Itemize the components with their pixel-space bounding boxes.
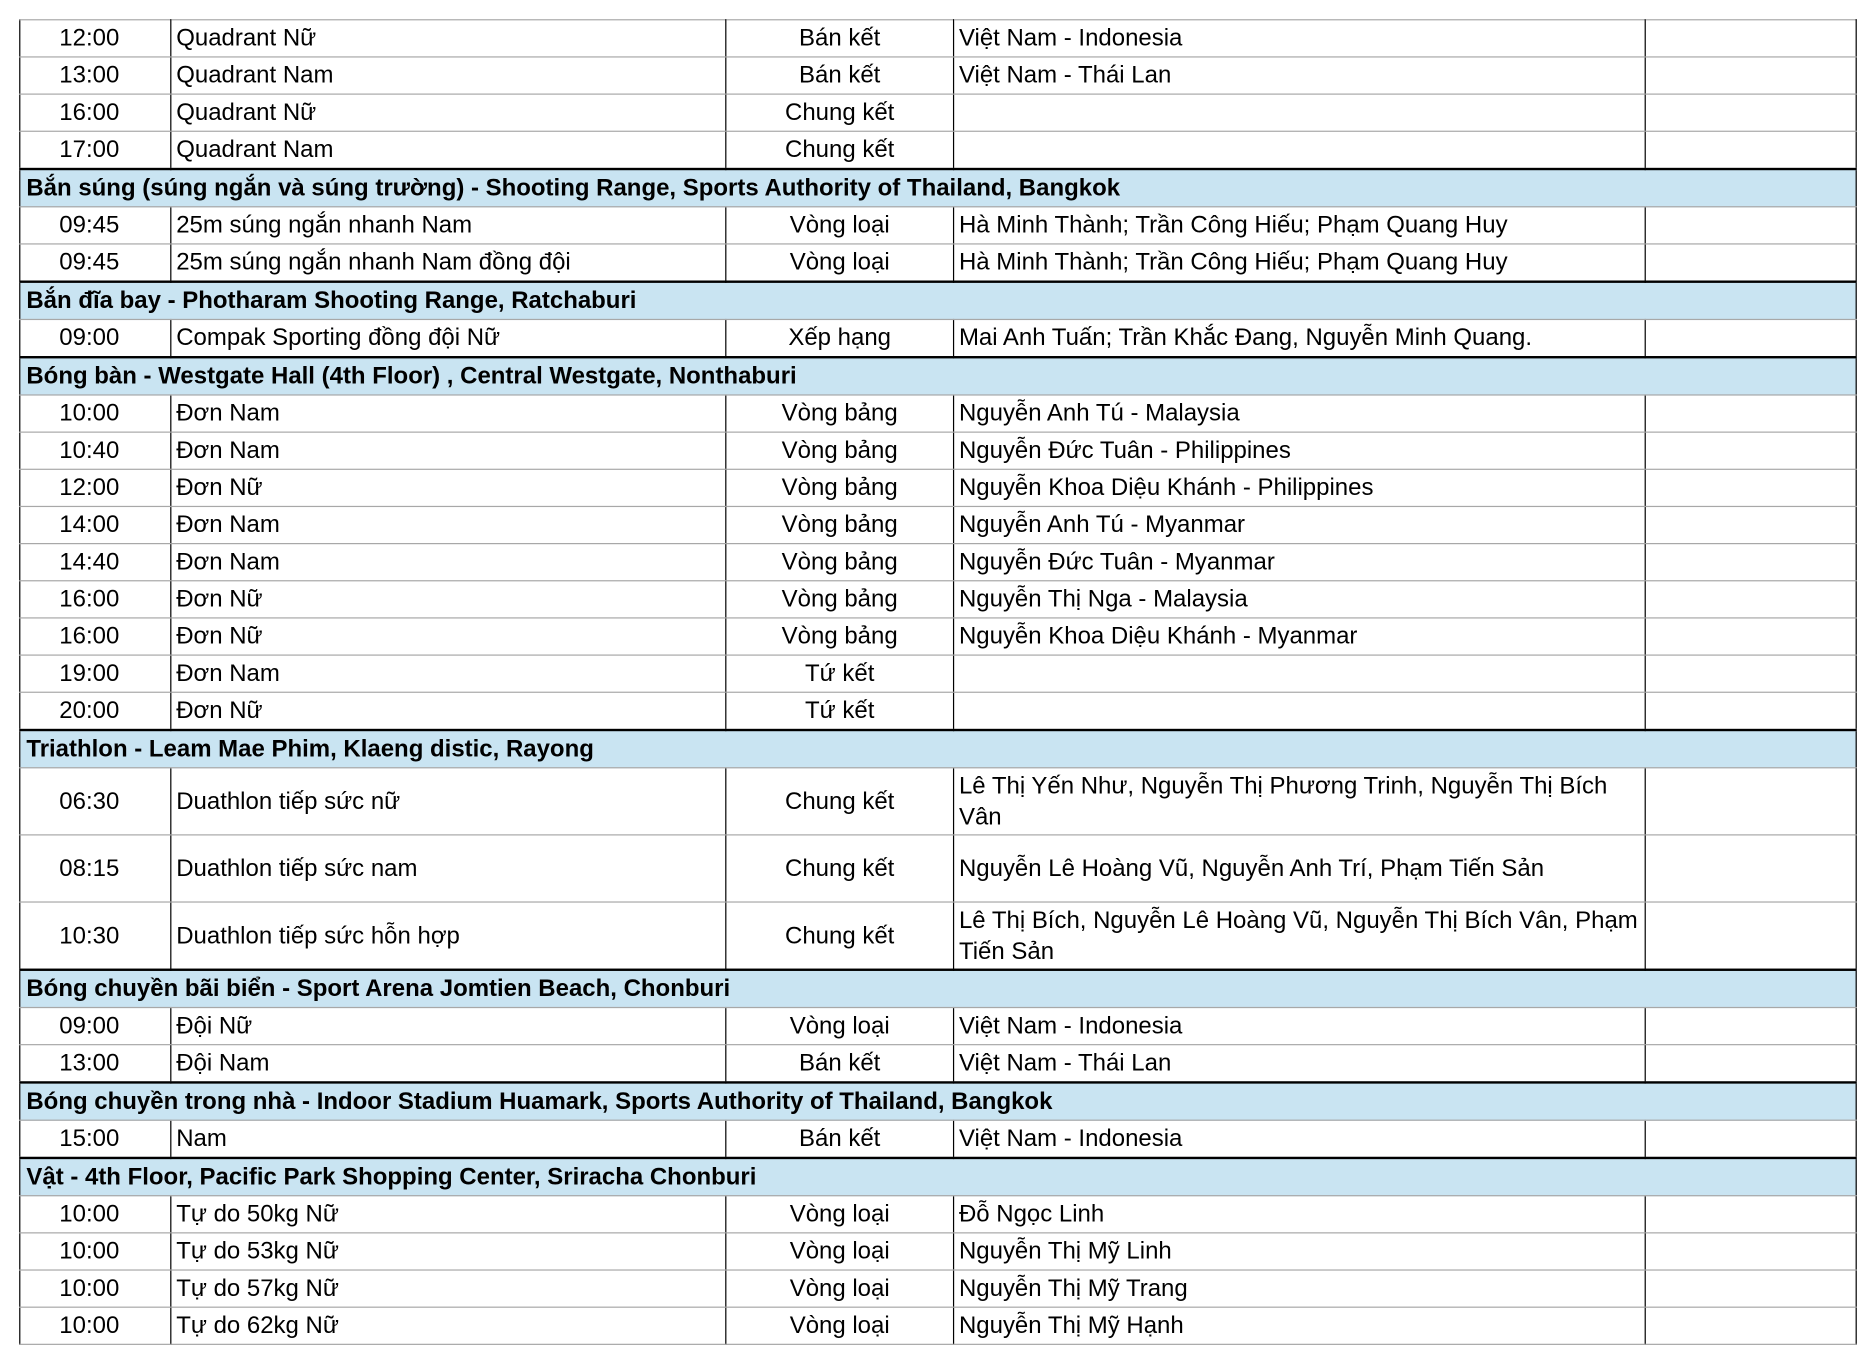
time-cell: 10:00 bbox=[20, 395, 171, 432]
stage-cell: Vòng bảng bbox=[726, 581, 954, 618]
time-cell: 09:45 bbox=[20, 207, 171, 244]
stage-cell: Vòng loại bbox=[726, 1270, 954, 1307]
stage-cell: Vòng bảng bbox=[726, 544, 954, 581]
table-row bbox=[20, 244, 1856, 282]
section-title: Bắn súng (súng ngắn và súng trường) - Shooting Range, Sports Authority of Thailand, Bangkok bbox=[20, 169, 1856, 207]
note-cell bbox=[1645, 1270, 1856, 1307]
event-cell: 25m súng ngắn nhanh Nam đồng đội bbox=[171, 244, 726, 282]
athletes-cell: Nguyễn Đức Tuân - Philippines bbox=[954, 432, 1646, 469]
event-cell: Đơn Nữ bbox=[171, 692, 726, 730]
athletes-cell: Nguyễn Lê Hoàng Vũ, Nguyễn Anh Trí, Phạm Tiến Sản bbox=[954, 835, 1646, 902]
stage-cell: Bán kết bbox=[726, 20, 954, 57]
note-cell bbox=[1645, 469, 1856, 506]
note-cell bbox=[1645, 902, 1856, 970]
note-cell bbox=[1645, 1008, 1856, 1045]
table-row bbox=[20, 319, 1856, 357]
athletes-cell: Nguyễn Thị Mỹ Trang bbox=[954, 1270, 1646, 1307]
event-cell: Nam bbox=[171, 1120, 726, 1158]
table-row bbox=[20, 207, 1856, 244]
stage-cell: Vòng loại bbox=[726, 1196, 954, 1233]
athletes-cell: Lê Thị Yến Như, Nguyễn Thị Phương Trinh, Nguyễn Thị Bích Vân bbox=[954, 768, 1646, 835]
time-cell: 10:00 bbox=[20, 1270, 171, 1307]
table-row bbox=[20, 618, 1856, 655]
event-cell: 25m súng ngắn nhanh Nam bbox=[171, 207, 726, 244]
stage-cell: Bán kết bbox=[726, 1045, 954, 1083]
stage-cell: Vòng bảng bbox=[726, 618, 954, 655]
table-row bbox=[20, 1120, 1856, 1158]
note-cell bbox=[1645, 618, 1856, 655]
event-cell: Compak Sporting đồng đội Nữ bbox=[171, 319, 726, 357]
table-row bbox=[20, 506, 1856, 543]
athletes-cell: Nguyễn Thị Mỹ Linh bbox=[954, 1233, 1646, 1270]
stage-cell: Vòng loại bbox=[726, 207, 954, 244]
stage-cell: Vòng loại bbox=[726, 1233, 954, 1270]
event-cell: Quadrant Nam bbox=[171, 57, 726, 94]
event-cell: Đơn Nam bbox=[171, 395, 726, 432]
athletes-cell: Đỗ Ngọc Linh bbox=[954, 1196, 1646, 1233]
time-cell: 10:00 bbox=[20, 1307, 171, 1344]
athletes-cell: Nguyễn Anh Tú - Malaysia bbox=[954, 395, 1646, 432]
event-cell: Quadrant Nữ bbox=[171, 94, 726, 131]
time-cell: 06:30 bbox=[20, 768, 171, 835]
note-cell bbox=[1645, 1120, 1856, 1158]
table-row bbox=[20, 835, 1856, 902]
athletes-cell: Việt Nam - Indonesia bbox=[954, 1008, 1646, 1045]
table-row bbox=[20, 432, 1856, 469]
table-row bbox=[20, 1233, 1856, 1270]
section-header bbox=[20, 730, 1856, 768]
table-row bbox=[20, 1008, 1856, 1045]
event-cell: Đơn Nam bbox=[171, 655, 726, 692]
stage-cell: Chung kết bbox=[726, 768, 954, 835]
note-cell bbox=[1645, 655, 1856, 692]
table-row bbox=[20, 544, 1856, 581]
event-cell: Đơn Nam bbox=[171, 544, 726, 581]
note-cell bbox=[1645, 244, 1856, 282]
section-header bbox=[20, 282, 1856, 320]
time-cell: 16:00 bbox=[20, 581, 171, 618]
stage-cell: Xếp hạng bbox=[726, 319, 954, 357]
stage-cell: Bán kết bbox=[726, 57, 954, 94]
event-cell: Duathlon tiếp sức nam bbox=[171, 835, 726, 902]
time-cell: 19:00 bbox=[20, 655, 171, 692]
section-title: Triathlon - Leam Mae Phim, Klaeng distic, Rayong bbox=[20, 730, 1856, 768]
section-header bbox=[20, 1158, 1856, 1196]
table-row bbox=[20, 57, 1856, 94]
time-cell: 14:40 bbox=[20, 544, 171, 581]
event-cell: Duathlon tiếp sức hỗn hợp bbox=[171, 902, 726, 970]
event-cell: Quadrant Nữ bbox=[171, 20, 726, 57]
note-cell bbox=[1645, 768, 1856, 835]
stage-cell: Vòng bảng bbox=[726, 469, 954, 506]
section-header bbox=[20, 1082, 1856, 1120]
event-cell: Tự do 57kg Nữ bbox=[171, 1270, 726, 1307]
section-title: Vật - 4th Floor, Pacific Park Shopping Center, Sriracha Chonburi bbox=[20, 1158, 1856, 1196]
table-row bbox=[20, 94, 1856, 131]
section-header bbox=[20, 357, 1856, 395]
athletes-cell: Nguyễn Anh Tú - Myanmar bbox=[954, 506, 1646, 543]
table-row bbox=[20, 1270, 1856, 1307]
stage-cell: Vòng loại bbox=[726, 244, 954, 282]
note-cell bbox=[1645, 544, 1856, 581]
note-cell bbox=[1645, 207, 1856, 244]
stage-cell: Tứ kết bbox=[726, 655, 954, 692]
event-cell: Quadrant Nam bbox=[171, 131, 726, 169]
time-cell: 17:00 bbox=[20, 131, 171, 169]
table-row bbox=[20, 768, 1856, 835]
note-cell bbox=[1645, 57, 1856, 94]
section-title: Bóng bàn - Westgate Hall (4th Floor) , Central Westgate, Nonthaburi bbox=[20, 357, 1856, 395]
table-row bbox=[20, 1196, 1856, 1233]
time-cell: 13:00 bbox=[20, 57, 171, 94]
time-cell: 09:00 bbox=[20, 319, 171, 357]
stage-cell: Chung kết bbox=[726, 131, 954, 169]
table-row bbox=[20, 469, 1856, 506]
note-cell bbox=[1645, 131, 1856, 169]
stage-cell: Vòng bảng bbox=[726, 506, 954, 543]
athletes-cell bbox=[954, 94, 1646, 131]
section-title: Bắn đĩa bay - Photharam Shooting Range, Ratchaburi bbox=[20, 282, 1856, 320]
event-cell: Đơn Nữ bbox=[171, 469, 726, 506]
event-cell: Đội Nữ bbox=[171, 1008, 726, 1045]
stage-cell: Bán kết bbox=[726, 1120, 954, 1158]
note-cell bbox=[1645, 20, 1856, 57]
athletes-cell: Nguyễn Khoa Diệu Khánh - Myanmar bbox=[954, 618, 1646, 655]
section-header bbox=[20, 970, 1856, 1008]
time-cell: 08:15 bbox=[20, 835, 171, 902]
event-cell: Duathlon tiếp sức nữ bbox=[171, 768, 726, 835]
event-cell: Đơn Nữ bbox=[171, 618, 726, 655]
athletes-cell: Việt Nam - Indonesia bbox=[954, 20, 1646, 57]
section-header bbox=[20, 169, 1856, 207]
time-cell: 09:45 bbox=[20, 244, 171, 282]
athletes-cell: Hà Minh Thành; Trần Công Hiếu; Phạm Quang Huy bbox=[954, 207, 1646, 244]
table-row bbox=[20, 581, 1856, 618]
time-cell: 10:40 bbox=[20, 432, 171, 469]
schedule-body bbox=[20, 20, 1856, 1345]
note-cell bbox=[1645, 432, 1856, 469]
stage-cell: Chung kết bbox=[726, 835, 954, 902]
note-cell bbox=[1645, 1196, 1856, 1233]
athletes-cell bbox=[954, 131, 1646, 169]
time-cell: 16:00 bbox=[20, 94, 171, 131]
time-cell: 09:00 bbox=[20, 1008, 171, 1045]
athletes-cell: Mai Anh Tuấn; Trần Khắc Đang, Nguyễn Minh Quang. bbox=[954, 319, 1646, 357]
athletes-cell bbox=[954, 655, 1646, 692]
table-row bbox=[20, 902, 1856, 970]
stage-cell: Vòng loại bbox=[726, 1307, 954, 1344]
event-cell: Tự do 53kg Nữ bbox=[171, 1233, 726, 1270]
stage-cell: Chung kết bbox=[726, 902, 954, 970]
time-cell: 13:00 bbox=[20, 1045, 171, 1083]
table-row bbox=[20, 1307, 1856, 1344]
stage-cell: Chung kết bbox=[726, 94, 954, 131]
athletes-cell: Lê Thị Bích, Nguyễn Lê Hoàng Vũ, Nguyễn Thị Bích Vân, Phạm Tiến Sản bbox=[954, 902, 1646, 970]
table-row bbox=[20, 655, 1856, 692]
event-cell: Đơn Nữ bbox=[171, 581, 726, 618]
athletes-cell: Việt Nam - Thái Lan bbox=[954, 1045, 1646, 1083]
table-row bbox=[20, 131, 1856, 169]
time-cell: 20:00 bbox=[20, 692, 171, 730]
time-cell: 14:00 bbox=[20, 506, 171, 543]
note-cell bbox=[1645, 1233, 1856, 1270]
event-cell: Tự do 50kg Nữ bbox=[171, 1196, 726, 1233]
time-cell: 12:00 bbox=[20, 20, 171, 57]
note-cell bbox=[1645, 1307, 1856, 1344]
note-cell bbox=[1645, 692, 1856, 730]
athletes-cell: Nguyễn Thị Mỹ Hạnh bbox=[954, 1307, 1646, 1344]
table-row bbox=[20, 395, 1856, 432]
time-cell: 16:00 bbox=[20, 618, 171, 655]
note-cell bbox=[1645, 319, 1856, 357]
note-cell bbox=[1645, 581, 1856, 618]
event-cell: Tự do 62kg Nữ bbox=[171, 1307, 726, 1344]
note-cell bbox=[1645, 94, 1856, 131]
athletes-cell: Hà Minh Thành; Trần Công Hiếu; Phạm Quang Huy bbox=[954, 244, 1646, 282]
table-row bbox=[20, 692, 1856, 730]
time-cell: 10:00 bbox=[20, 1233, 171, 1270]
stage-cell: Tứ kết bbox=[726, 692, 954, 730]
time-cell: 10:00 bbox=[20, 1196, 171, 1233]
athletes-cell: Nguyễn Đức Tuân - Myanmar bbox=[954, 544, 1646, 581]
note-cell bbox=[1645, 1045, 1856, 1083]
note-cell bbox=[1645, 835, 1856, 902]
schedule-table bbox=[19, 19, 1857, 1345]
time-cell: 15:00 bbox=[20, 1120, 171, 1158]
event-cell: Đơn Nam bbox=[171, 506, 726, 543]
stage-cell: Vòng bảng bbox=[726, 395, 954, 432]
note-cell bbox=[1645, 395, 1856, 432]
athletes-cell: Việt Nam - Indonesia bbox=[954, 1120, 1646, 1158]
time-cell: 10:30 bbox=[20, 902, 171, 970]
table-row bbox=[20, 1045, 1856, 1083]
athletes-cell: Việt Nam - Thái Lan bbox=[954, 57, 1646, 94]
stage-cell: Vòng loại bbox=[726, 1008, 954, 1045]
time-cell: 12:00 bbox=[20, 469, 171, 506]
event-cell: Đội Nam bbox=[171, 1045, 726, 1083]
note-cell bbox=[1645, 506, 1856, 543]
athletes-cell: Nguyễn Thị Nga - Malaysia bbox=[954, 581, 1646, 618]
stage-cell: Vòng bảng bbox=[726, 432, 954, 469]
athletes-cell bbox=[954, 692, 1646, 730]
athletes-cell: Nguyễn Khoa Diệu Khánh - Philippines bbox=[954, 469, 1646, 506]
event-cell: Đơn Nam bbox=[171, 432, 726, 469]
section-title: Bóng chuyền bãi biển - Sport Arena Jomtien Beach, Chonburi bbox=[20, 970, 1856, 1008]
table-row bbox=[20, 20, 1856, 57]
section-title: Bóng chuyền trong nhà - Indoor Stadium Huamark, Sports Authority of Thailand, Bangkok bbox=[20, 1082, 1856, 1120]
